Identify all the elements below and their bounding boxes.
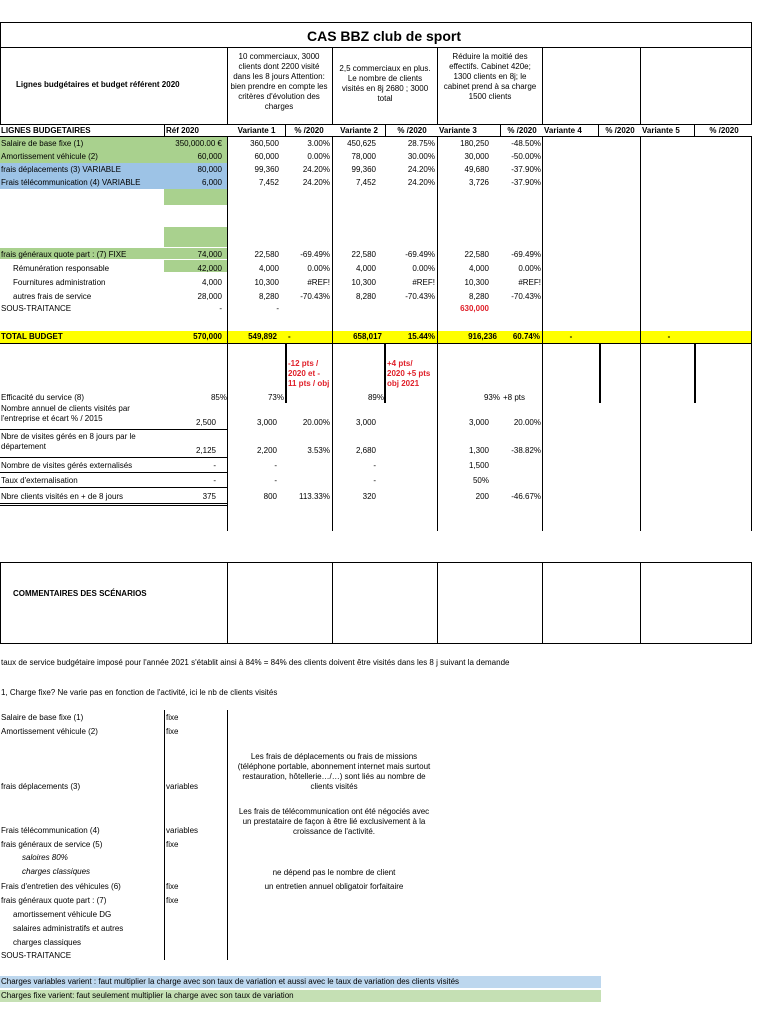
row-label: Salaire de base fixe (1) xyxy=(1,139,84,148)
legend-label: saloires 80% xyxy=(22,853,68,862)
row-v1: 2,200 xyxy=(256,446,277,455)
legend-label: Salaire de base fixe (1) xyxy=(1,713,84,722)
telecom-explanation: Les frais de télécommunication ont été négociés avec un prestataire de façon à être lié exclusivement à la croissance de l'activité. xyxy=(238,807,430,836)
row-label: Nombre de visites gérés externalisés xyxy=(1,461,133,470)
legend-label: frais déplacements (3) xyxy=(1,782,81,791)
fixed-charge-note: Charges fixe varient: faut seulement multiplier la charge avec son taux de variation xyxy=(1,991,294,1000)
grid-line xyxy=(0,124,752,125)
col-header: % /2020 xyxy=(507,126,537,135)
legend-type: variables xyxy=(166,826,199,835)
row-ref: 2,500 xyxy=(195,418,216,427)
grid-line xyxy=(640,562,641,643)
legend-label: SOUS-TRAITANCE xyxy=(1,951,72,960)
row-ref: 42,000 xyxy=(197,264,222,273)
row-v1: 99,360 xyxy=(254,165,279,174)
row-v2: 320 xyxy=(362,492,376,501)
row-v2: 78,000 xyxy=(351,152,376,161)
grid-line xyxy=(751,136,752,531)
total-p2: 15.44% xyxy=(407,332,435,341)
service-v1: 73% xyxy=(267,393,284,402)
row-p1: 24.20% xyxy=(302,165,330,174)
row-v1: - xyxy=(274,476,277,485)
legend-label: salaires administratifs et autres xyxy=(13,924,124,933)
service-p3: +8 pts xyxy=(503,393,526,402)
row-v2: 99,360 xyxy=(351,165,376,174)
legend-label: charges classiques xyxy=(13,938,82,947)
col-header: Variante 3 xyxy=(439,126,477,135)
grid-line xyxy=(542,136,543,531)
row-label: Nombre annuel de clients visités par l'entreprise et écart % / 2015 xyxy=(1,404,130,423)
marker-bar xyxy=(285,343,287,403)
deplacements-explanation: Les frais de déplacements ou frais de missions (téléphone portable, abonnement internet mais surtout restauration, hôtellerie…/…) sont liés au nombre de clients visités xyxy=(237,752,431,791)
row-v2: 8,280 xyxy=(355,292,376,301)
row-v2: 10,300 xyxy=(351,278,376,287)
row-v3: 630,000 xyxy=(460,304,489,313)
variant3-description: Réduire la moitié des effectifs. Cabinet 420e; 1300 clients en 8j; le cabinet prend à sa charge 1500 clients xyxy=(443,52,537,101)
row-p1: -69.49% xyxy=(300,250,330,259)
total-p3: 60.74% xyxy=(512,332,540,341)
row-p1: 24.20% xyxy=(302,178,330,187)
row-label: Nbre de visites gérés en 8 jours par le département xyxy=(1,432,136,451)
grid-line xyxy=(542,562,543,643)
row-label: autres frais de service xyxy=(13,292,92,301)
grid-line xyxy=(164,710,165,960)
row-p1: 20.00% xyxy=(302,418,330,427)
row-p2: -70.43% xyxy=(405,292,435,301)
marker-bar xyxy=(599,343,601,403)
row-v2: 3,000 xyxy=(355,418,376,427)
row-v1: 22,580 xyxy=(254,250,279,259)
variant2-description: 2,5 commerciaux en plus. Le nombre de clients visités en 8j 2680 ; 3000 total xyxy=(339,64,431,103)
grid-line xyxy=(694,124,695,136)
fixed-note-band xyxy=(0,990,601,1002)
row-label: Frais télécommunication (4) VARIABLE xyxy=(1,178,141,187)
grid-line xyxy=(437,562,438,643)
row-v1: - xyxy=(276,304,279,313)
legend-type: fixe xyxy=(166,840,179,849)
row-p3: 20.00% xyxy=(513,418,541,427)
row-p1: #REF! xyxy=(307,278,330,287)
row-v1: 10,300 xyxy=(254,278,279,287)
col-header: % /2020 xyxy=(294,126,324,135)
service-ref: 85% xyxy=(210,393,227,402)
total-label: TOTAL BUDGET xyxy=(1,332,63,341)
row-v2: 4,000 xyxy=(355,264,376,273)
row-v1: 3,000 xyxy=(256,418,277,427)
row-ref: 375 xyxy=(202,492,216,501)
row-v1: 4,000 xyxy=(258,264,279,273)
page-title: CAS BBZ club de sport xyxy=(306,28,461,44)
legend-label: Amortissement véhicule (2) xyxy=(1,727,98,736)
row-v3: 180,250 xyxy=(460,139,489,148)
header-left: Lignes budgétaires et budget référent 2020 xyxy=(16,80,180,89)
grid-line xyxy=(640,47,641,124)
service-rate-sentence: taux de service budgétaire imposé pour l'année 2021 s'établit ainsi à 84% = 84% des clients doivent être visités dans les 8 j suivant la demande xyxy=(1,658,510,667)
row-ref: - xyxy=(213,461,216,470)
row-p3: -37.90% xyxy=(511,178,541,187)
col-header: Variante 2 xyxy=(340,126,378,135)
service-v2: 89% xyxy=(367,393,384,402)
grid-line xyxy=(0,505,228,506)
row-label: Rémunération responsable xyxy=(13,264,110,273)
total-p1: - xyxy=(288,332,291,341)
row-v3: 50% xyxy=(472,476,489,485)
row-p2: #REF! xyxy=(412,278,435,287)
variant1-description: 10 commerciaux, 3000 clients dont 2200 visité dans les 8 jours Attention: bien prendre en compte les critères d'évolution des charges xyxy=(230,52,328,111)
grid-line xyxy=(285,124,286,136)
nodepend-explanation: ne dépend pas le nombre de client xyxy=(272,868,396,877)
legend-label: Frais télécommunication (4) xyxy=(1,826,100,835)
empty-highlight xyxy=(164,227,227,247)
row-v2: - xyxy=(373,476,376,485)
comments-label: COMMENTAIRES DES SCÉNARIOS xyxy=(13,589,147,598)
legend-type: fixe xyxy=(166,727,179,736)
row-v3: 200 xyxy=(475,492,489,501)
row-v3: 22,580 xyxy=(464,250,489,259)
row-ref: 4,000 xyxy=(201,278,222,287)
row-p2: 24.20% xyxy=(407,178,435,187)
row-p3: -70.43% xyxy=(511,292,541,301)
legend-label: frais généraux de service (5) xyxy=(1,840,103,849)
grid-line xyxy=(0,472,228,473)
total-v4: - xyxy=(569,332,573,341)
col-header: Variante 5 xyxy=(642,126,680,135)
grid-line xyxy=(0,457,228,458)
row-v3: 1,300 xyxy=(468,446,489,455)
grid-line xyxy=(640,136,641,531)
row-p3: -50.00% xyxy=(511,152,541,161)
row-v1: 8,280 xyxy=(258,292,279,301)
row-ref: 28,000 xyxy=(197,292,222,301)
service-label: Efficacité du service (8) xyxy=(1,393,84,402)
col-header: % /2020 xyxy=(709,126,739,135)
legend-label: Frais d'entretien des véhicules (6) xyxy=(1,882,121,891)
grid-line xyxy=(437,136,438,531)
col-header: Variante 4 xyxy=(544,126,582,135)
grid-line xyxy=(227,562,228,643)
legend-label: frais généraux quote part : (7) xyxy=(1,896,107,905)
row-v3: 10,300 xyxy=(464,278,489,287)
grid-line xyxy=(0,643,752,644)
row-v2: - xyxy=(373,461,376,470)
row-v3: 3,000 xyxy=(468,418,489,427)
grid-line xyxy=(227,47,228,124)
legend-label: charges classiques xyxy=(22,867,91,876)
grid-line xyxy=(0,487,228,488)
col-header: Réf 2020 xyxy=(166,126,199,135)
row-label: Nbre clients visités en + de 8 jours xyxy=(1,492,124,501)
total-ref: 570,000 xyxy=(193,332,222,341)
grid-line xyxy=(500,124,501,136)
row-v2: 2,680 xyxy=(355,446,376,455)
grid-line xyxy=(0,429,228,430)
grid-line xyxy=(542,47,543,124)
total-v1: 549,892 xyxy=(248,332,277,341)
row-v1: 800 xyxy=(263,492,277,501)
row-ref: 60,000 xyxy=(197,152,222,161)
legend-type: fixe xyxy=(166,882,179,891)
col-header: LIGNES BUDGETAIRES xyxy=(1,126,91,135)
note-variant1: -12 pts / 2020 et - 11 pts / obj xyxy=(288,359,330,388)
row-ref: - xyxy=(219,304,222,313)
service-v3: 93% xyxy=(483,393,500,402)
row-v2: 7,452 xyxy=(355,178,376,187)
empty-highlight xyxy=(164,189,227,205)
col-header: % /2020 xyxy=(397,126,427,135)
col-header: % /2020 xyxy=(605,126,635,135)
row-p2: 30.00% xyxy=(407,152,435,161)
marker-bar xyxy=(694,343,696,403)
row-p3: -38.82% xyxy=(511,446,541,455)
variable-note-band xyxy=(0,976,601,988)
row-p1: -70.43% xyxy=(300,292,330,301)
row-ref: 6,000 xyxy=(201,178,222,187)
grid-line xyxy=(332,136,333,531)
row-label: Amortissement véhicule (2) xyxy=(1,152,98,161)
entretien-explanation: un entretien annuel obligatoir forfaitaire xyxy=(264,882,404,891)
row-label: Fournitures administration xyxy=(13,278,106,287)
note-variant2: +4 pts/ 2020 +5 pts obj 2021 xyxy=(387,359,431,388)
row-v1: 60,000 xyxy=(254,152,279,161)
grid-line xyxy=(751,562,752,643)
grid-line xyxy=(385,124,386,136)
col-header: Variante 1 xyxy=(237,126,276,135)
grid-line xyxy=(227,710,228,960)
row-p2: 24.20% xyxy=(407,165,435,174)
row-v3: 49,680 xyxy=(464,165,489,174)
legend-type: fixe xyxy=(166,713,179,722)
fixed-charge-question: 1, Charge fixe? Ne varie pas en fonction de l'activité, ici le nb de clients visités xyxy=(1,688,278,697)
grid-line xyxy=(437,47,438,124)
grid-line xyxy=(164,124,165,136)
row-v3: 1,500 xyxy=(468,461,489,470)
grid-line xyxy=(0,562,1,643)
row-v3: 4,000 xyxy=(468,264,489,273)
row-p3: 0.00% xyxy=(518,264,541,273)
grid-line xyxy=(332,47,333,124)
legend-type: fixe xyxy=(166,896,179,905)
grid-line xyxy=(332,562,333,643)
row-v1: - xyxy=(274,461,277,470)
row-p3: -37.90% xyxy=(511,165,541,174)
row-v3: 3,726 xyxy=(468,178,489,187)
row-p1: 3.00% xyxy=(307,139,330,148)
total-v2: 658,017 xyxy=(353,332,382,341)
row-v1: 7,452 xyxy=(258,178,279,187)
row-label: frais déplacements (3) VARIABLE xyxy=(1,165,121,174)
grid-line xyxy=(0,343,752,344)
row-p3: -48.50% xyxy=(511,139,541,148)
row-ref: 74,000 xyxy=(197,250,222,259)
marker-bar xyxy=(384,343,386,403)
row-p2: 0.00% xyxy=(412,264,435,273)
row-p2: 28.75% xyxy=(407,139,435,148)
row-label: SOUS-TRAITANCE xyxy=(1,304,72,313)
row-v2: 22,580 xyxy=(351,250,376,259)
legend-type: variables xyxy=(166,782,199,791)
row-v1: 360,500 xyxy=(250,139,279,148)
row-p1: 3.53% xyxy=(307,446,330,455)
row-ref: 2,125 xyxy=(195,446,216,455)
row-label: frais généraux quote part : (7) FIXE xyxy=(1,250,127,259)
row-v3: 8,280 xyxy=(468,292,489,301)
row-p3: #REF! xyxy=(518,278,541,287)
total-v5: - xyxy=(667,332,671,341)
row-p3: -46.67% xyxy=(511,492,541,501)
variable-charge-note: Charges variables varient : faut multiplier la charge avec son taux de variation et aussi avec le taux de variation des clients visités xyxy=(1,977,460,986)
row-ref: 80,000 xyxy=(197,165,222,174)
row-p2: -69.49% xyxy=(405,250,435,259)
row-v3: 30,000 xyxy=(464,152,489,161)
grid-line xyxy=(0,503,228,504)
row-p1: 113.33% xyxy=(299,492,330,501)
row-p3: -69.49% xyxy=(511,250,541,259)
grid-line xyxy=(598,124,599,136)
row-p1: 0.00% xyxy=(307,264,330,273)
row-label: Taux d'externalisation xyxy=(1,476,78,485)
legend-label: amortissement véhicule DG xyxy=(13,910,112,919)
grid-line xyxy=(0,22,752,23)
row-v2: 450,625 xyxy=(347,139,376,148)
row-p1: 0.00% xyxy=(307,152,330,161)
row-ref: 350,000.00 € xyxy=(175,139,222,148)
row-ref: - xyxy=(213,476,216,485)
total-v3: 916,236 xyxy=(468,332,497,341)
